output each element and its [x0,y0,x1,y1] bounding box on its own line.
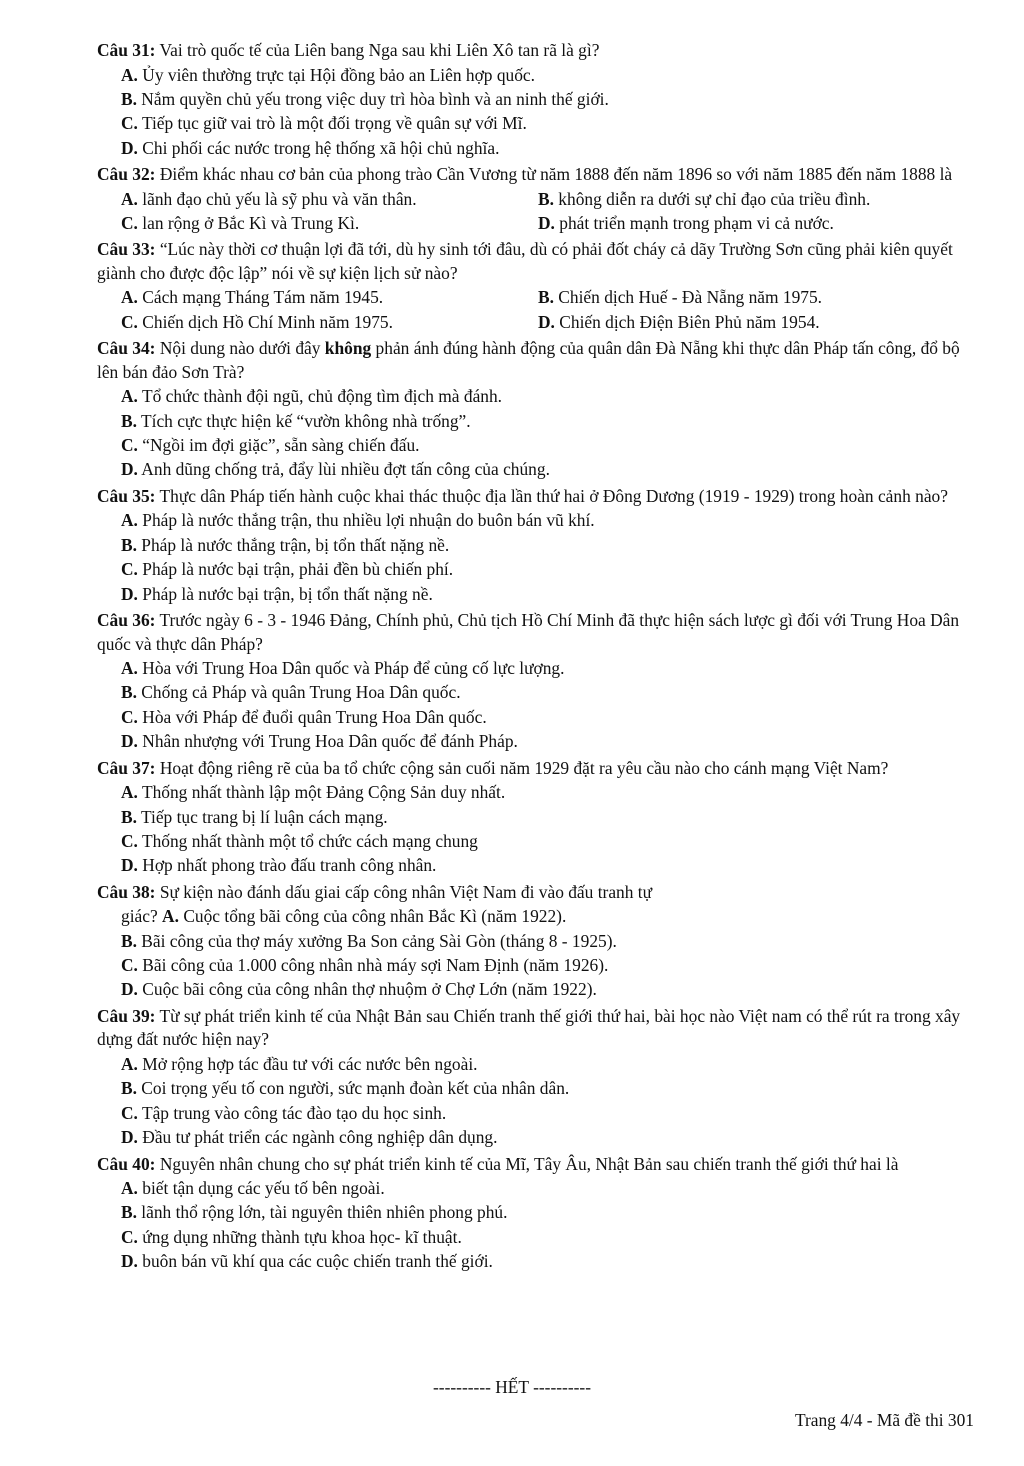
question-stem: Câu 31: Vai trò quốc tế của Liên bang Nga sau khi Liên Xô tan rã là gì? [97,40,600,60]
option-c: C. lan rộng ở Bắc Kì và Trung Kì. [121,213,360,234]
question-stem: Câu 39: Từ sự phát triển kinh tế của Nhật Bản sau Chiến tranh thế giới thứ hai, bài học nào Việt nam có thể rút ra trong xây dựng đất nước hiện nay? [97,1005,961,1050]
option-c: C. Thống nhất thành một tổ chức cách mạng chung [121,830,478,851]
question-label: Câu 33: [97,239,156,260]
option-d: D. Nhân nhượng với Trung Hoa Dân quốc để đánh Pháp. [121,731,518,752]
option-b: B. Chống cả Pháp và quân Trung Hoa Dân quốc. [121,682,461,703]
question-stem: Câu 34: Nội dung nào dưới đây không phản ánh đúng hành động của quân dân Đà Nẵng khi thực dân Pháp tấn công, đổ bộ lên bán đảo Sơn Trà? [97,338,960,382]
option-c: C. ứng dụng những thành tựu khoa học- kĩ thuật. [121,1226,462,1247]
question-stem: Câu 35: Thực dân Pháp tiến hành cuộc khai thác thuộc địa lần thứ hai ở Đông Dương (1919 - 1929) trong hoàn cảnh nào? [97,485,948,506]
option-b: B. Nắm quyền chủ yếu trong việc duy trì hòa bình và an ninh thế giới. [121,88,609,109]
option-b: B. lãnh thổ rộng lớn, tài nguyên thiên nhiên phong phú. [121,1202,508,1223]
option-a: A. Hòa với Trung Hoa Dân quốc và Pháp để củng cố lực lượng. [121,658,565,678]
option-d: D. Chi phối các nước trong hệ thống xã hội chủ nghĩa. [121,137,500,158]
question-stem: Câu 33: “Lúc này thời cơ thuận lợi đã tới, dù hy sinh tới đâu, dù có phải đốt cháy cả dãy Trường Sơn cũng phải kiên quyết giành cho được độc lập” nói về sự kiện lịch sử nào? [97,239,953,283]
exam-page [97,39,981,1277]
question-33 [97,238,981,334]
option-d: D. Pháp là nước bại trận, bị tổn thất nặng nề. [121,583,433,604]
option-b: B. Tiếp tục trang bị lí luận cách mạng. [121,806,388,827]
emphasis-word: không [324,338,372,359]
question-label: Câu 40: [97,1153,156,1174]
option-d: D. phát triển mạnh trong phạm vi cả nước. [538,213,834,234]
option-d: D. Chiến dịch Điện Biên Phủ năm 1954. [538,311,820,332]
question-stem: Câu 32: Điểm khác nhau cơ bản của phong trào Cần Vương từ năm 1888 đến năm 1896 so với năm 1885 đến năm 1888 là [97,164,953,185]
question-label: Câu 36: [97,610,156,630]
question-stem-continued: giác? [121,906,158,927]
page-footer: Trang 4/4 - Mã đề thi 301 [794,1410,974,1430]
question-stem: Câu 38: Sự kiện nào đánh dấu giai cấp công nhân Việt Nam đi vào đấu tranh tự [97,881,653,902]
question-label: Câu 38: [97,881,156,902]
option-c: C. Pháp là nước bại trận, phải đền bù chiến phí. [121,559,454,580]
option-c: C. “Ngồi im đợi giặc”, sẵn sàng chiến đấu. [121,435,420,456]
option-b: B. không diễn ra dưới sự chỉ đạo của triều đình. [538,188,871,209]
option-d: D. Anh dũng chống trả, đẩy lùi nhiều đợt tấn công của chúng. [121,459,550,480]
option-a: A. Ủy viên thường trực tại Hội đồng bảo an Liên hợp quốc. [121,64,535,85]
question-label: Câu 31: [97,40,156,60]
option-c: C. Chiến dịch Hồ Chí Minh năm 1975. [121,311,393,332]
question-label: Câu 37: [97,757,156,778]
question-39 [97,1005,981,1150]
option-a: A. biết tận dụng các yếu tố bên ngoài. [121,1178,385,1198]
option-a: A. Thống nhất thành lập một Đảng Cộng Sản duy nhất. [121,782,506,803]
question-31 [97,39,981,160]
question-stem: Câu 40: Nguyên nhân chung cho sự phát triển kinh tế của Mĩ, Tây Âu, Nhật Bản sau chiến tranh thế giới thứ hai là [97,1153,899,1174]
question-label: Câu 35: [97,485,156,506]
question-32 [97,163,981,235]
option-b: B. Chiến dịch Huế - Đà Nẵng năm 1975. [538,287,822,308]
option-a: A. Tổ chức thành đội ngũ, chủ động tìm địch mà đánh. [121,386,503,407]
question-36 [97,609,981,754]
option-c: C. Tiếp tục giữ vai trò là một đối trọng về quân sự với Mĩ. [121,113,527,134]
option-d: D. buôn bán vũ khí qua các cuộc chiến tranh thế giới. [121,1251,493,1272]
option-c: C. Tập trung vào công tác đào tạo du học sinh. [121,1102,447,1123]
option-d: D. Đầu tư phát triển các ngành công nghiệp dân dụng. [121,1127,498,1148]
option-a: A. lãnh đạo chủ yếu là sỹ phu và văn thân. [121,188,417,209]
option-d: D. Cuộc bãi công của công nhân thợ nhuộm ở Chợ Lớn (năm 1922). [121,979,597,1000]
option-b: B. Pháp là nước thắng trận, bị tổn thất nặng nề. [121,534,450,555]
question-38 [97,881,981,1002]
question-stem: Câu 36: Trước ngày 6 - 3 - 1946 Đảng, Chính phủ, Chủ tịch Hồ Chí Minh đã thực hiện sách lược gì đối với Trung Hoa Dân quốc và thực dân Pháp? [97,610,960,654]
option-c: C. Bãi công của 1.000 công nhân nhà máy sợi Nam Định (năm 1926). [121,955,609,976]
question-34 [97,337,981,482]
option-a: A. Pháp là nước thắng trận, thu nhiều lợi nhuận do buôn bán vũ khí. [121,510,595,531]
option-b: B. Bãi công của thợ máy xưởng Ba Son cảng Sài Gòn (tháng 8 - 1925). [121,930,617,951]
question-40 [97,1153,981,1274]
option-a: A. Cách mạng Tháng Tám năm 1945. [121,287,384,308]
option-a: giác? A. Cuộc tổng bãi công của công nhân Bắc Kì (năm 1922). [121,906,567,927]
end-marker: ---------- HẾT ---------- [432,1377,591,1397]
question-label: Câu 32: [97,164,156,185]
option-d: D. Hợp nhất phong trào đấu tranh công nhân. [121,855,437,876]
question-label: Câu 34: [97,338,156,359]
question-stem: Câu 37: Hoạt động riêng rẽ của ba tổ chức cộng sản cuối năm 1929 đặt ra yêu cầu nào cho cánh mạng Việt Nam? [97,757,889,778]
question-35 [97,485,981,606]
question-label: Câu 39: [97,1005,156,1026]
option-a: A. Mở rộng hợp tác đầu tư với các nước bên ngoài. [121,1053,478,1074]
question-37 [97,757,981,878]
option-b: B. Coi trọng yếu tố con người, sức mạnh đoàn kết của nhân dân. [121,1078,570,1099]
option-b: B. Tích cực thực hiện kế “vườn không nhà trống”. [121,410,471,431]
option-c: C. Hòa với Pháp để đuổi quân Trung Hoa Dân quốc. [121,706,487,727]
